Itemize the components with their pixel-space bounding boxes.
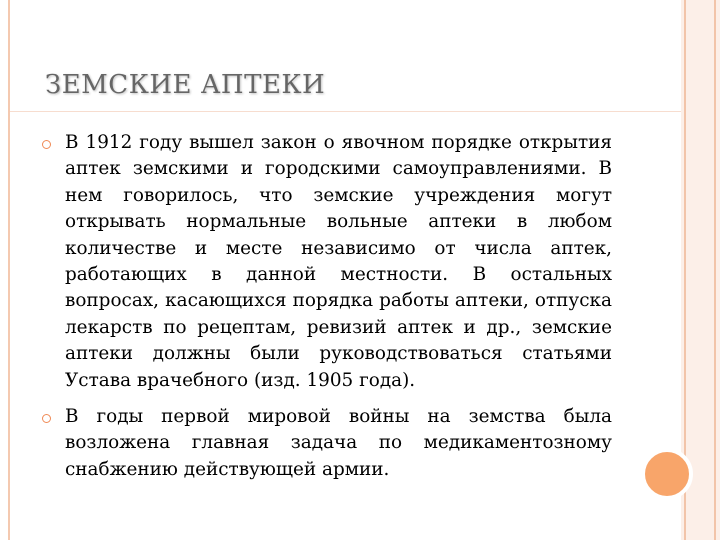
decorative-circle [641, 448, 693, 500]
bullet-text: В годы первой мировой войны на земства была возложена главная задача по медикаментозному снабжению действующей армии. [65, 406, 612, 480]
bullet-text: В 1912 году вышел закон о явочном порядке открытия аптек земскими и городскими самоуправлениями. В нем говорилось, что земские учреждения могут открывать нормальные вольные аптеки в любом количестве и месте независимо от числа аптек, работающих в данной местности. В остальных вопросах, касающихся порядка работы аптеки, отпуска лекарств по рецептам, ревизий аптек и др., земские аптеки должны были руководствоваться статьями Устава врачебного (изд. 1905 года). [65, 132, 612, 391]
slide-title: ЗЕМСКИЕ АПТЕКИ [45, 70, 326, 100]
bullet-circle-icon [42, 140, 51, 149]
right-border-line-outer [714, 0, 716, 540]
bullet-item [40, 404, 612, 483]
title-divider [10, 111, 681, 112]
left-border-line [8, 0, 10, 540]
bullet-list [40, 130, 612, 483]
bullet-item [40, 130, 612, 394]
bullet-circle-icon [42, 414, 51, 423]
